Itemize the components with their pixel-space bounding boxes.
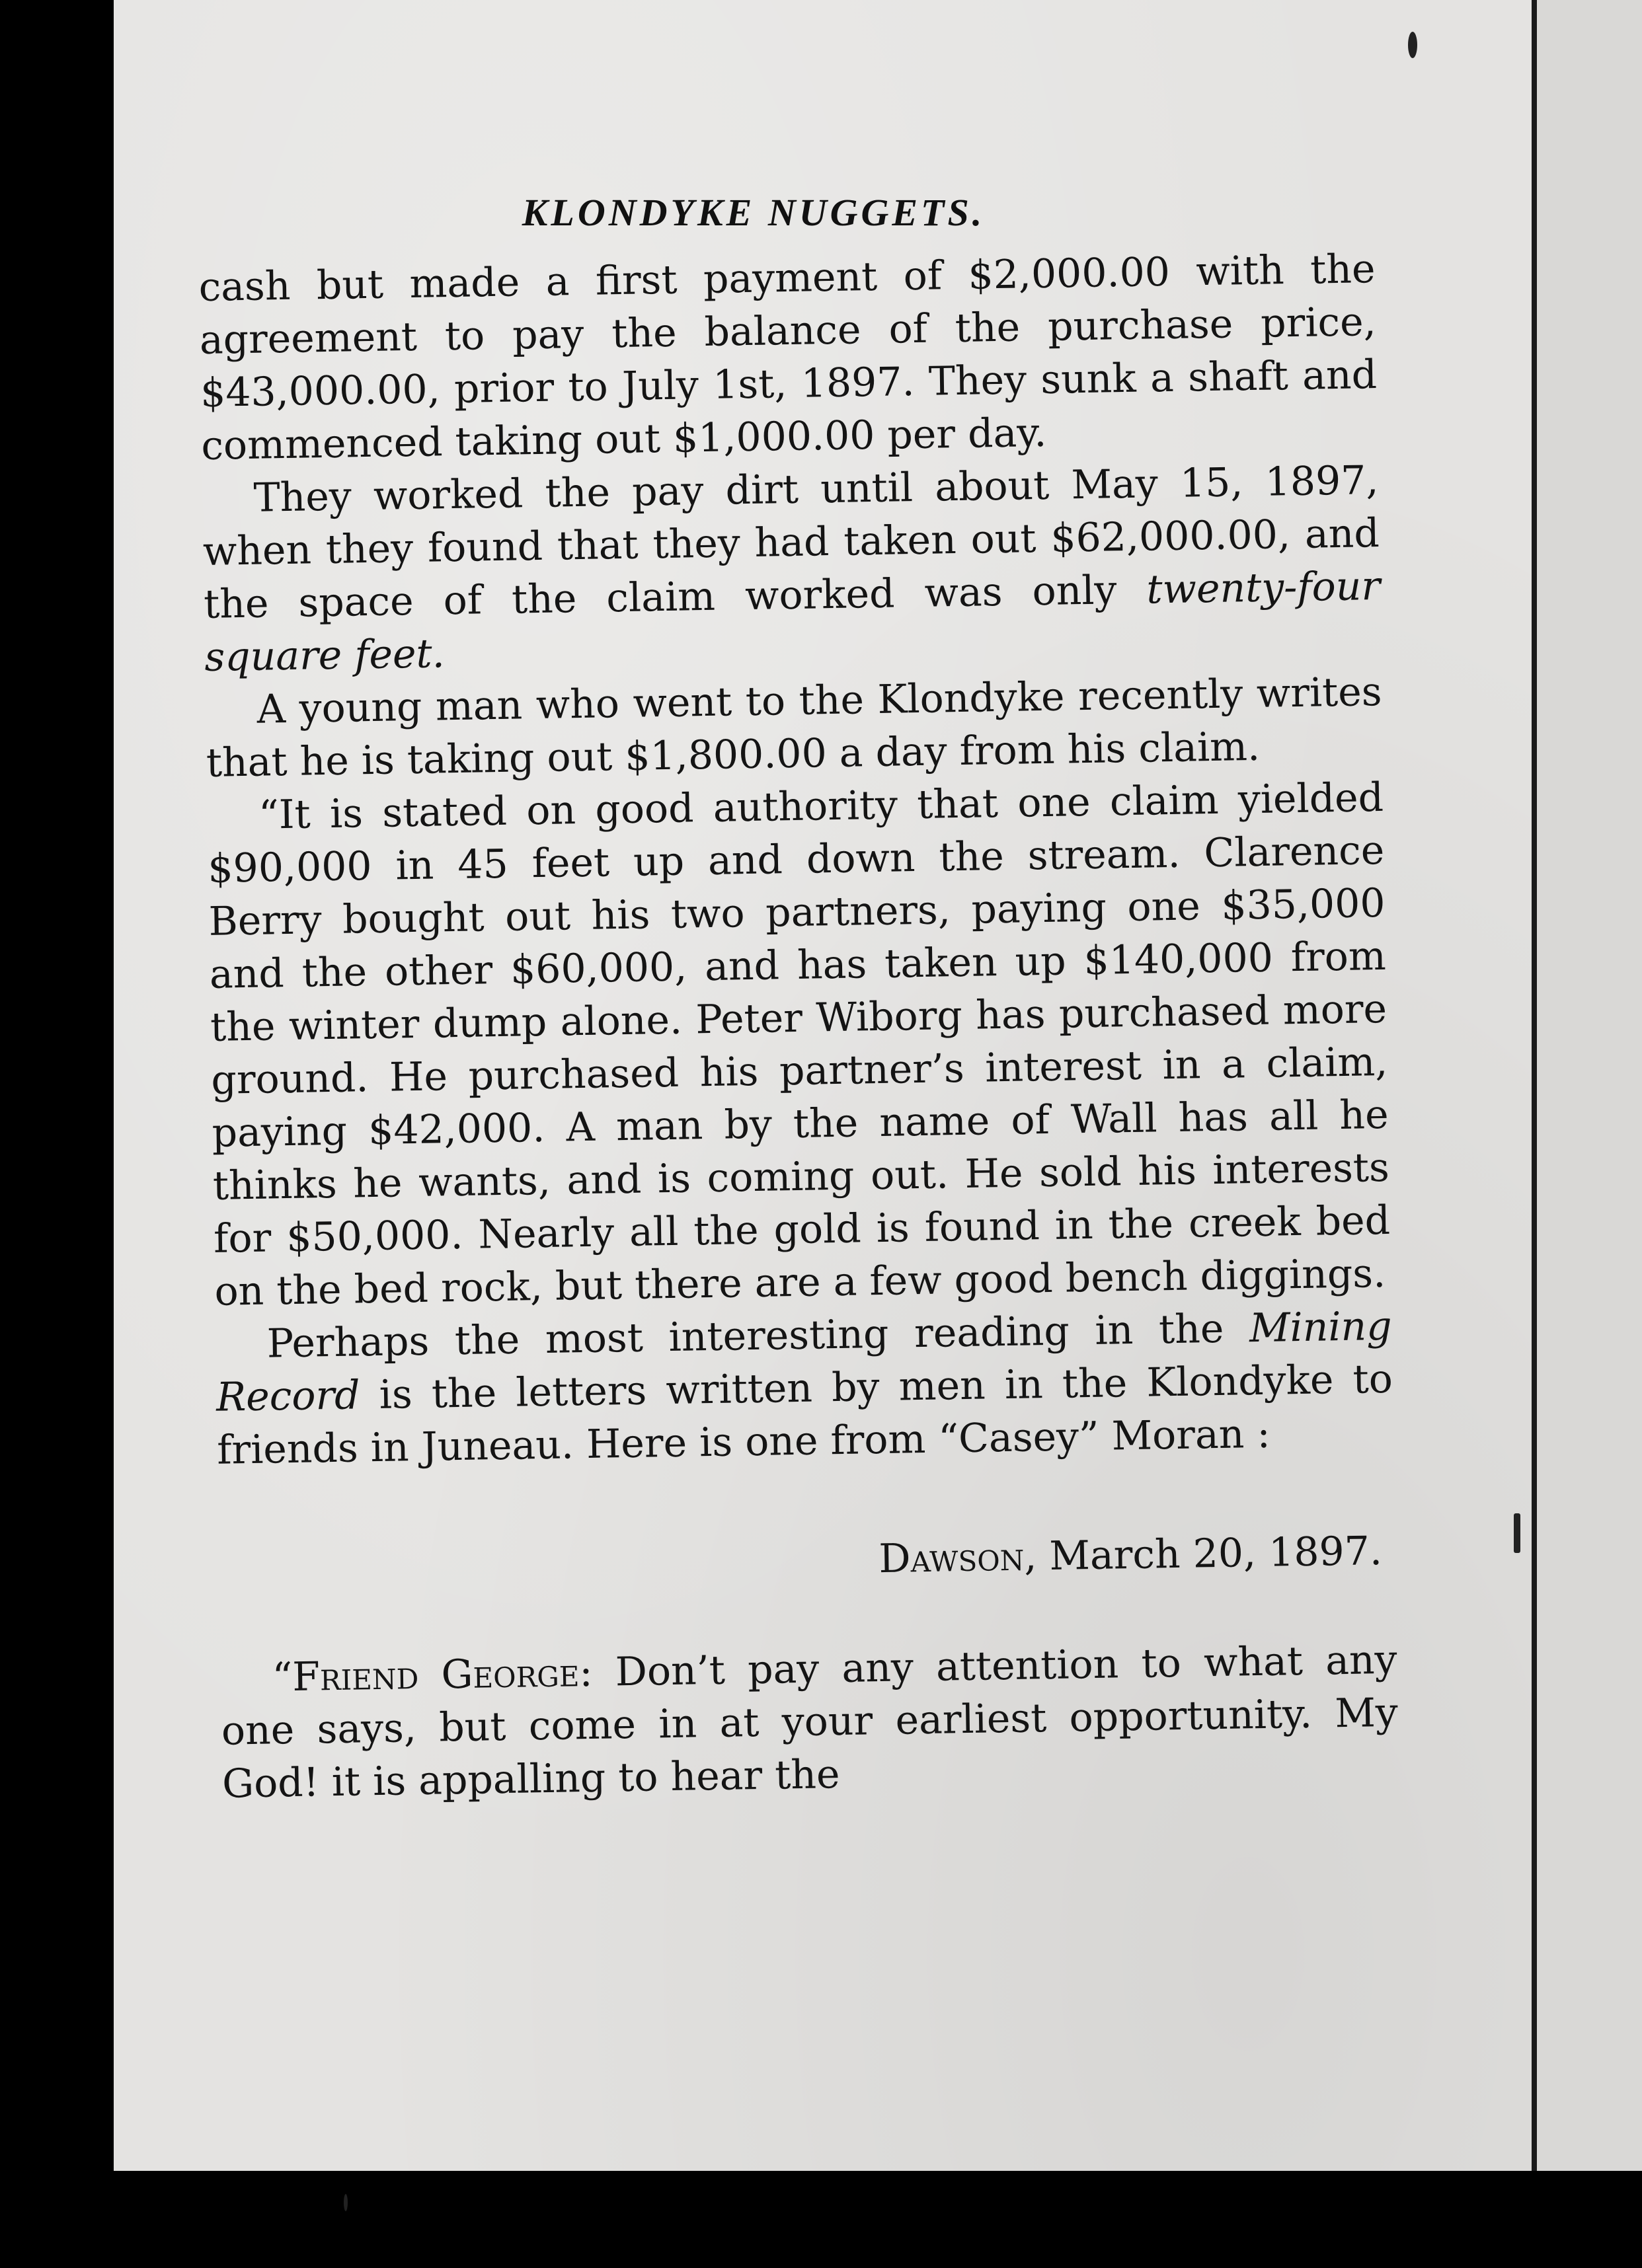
binding-gutter (1532, 0, 1537, 2171)
italic-phrase: twenty-four square feet. (204, 562, 1381, 681)
ink-speck (344, 2194, 348, 2211)
paragraph (215, 1300, 1394, 1477)
paragraph-text: is the letters written by men in the Klondyke to friends in Juneau. Here is one from “Casey” Moran : (216, 1355, 1393, 1474)
paragraph-text: They worked the pay dirt until about May 15, 1897, when they found that they had taken out $62,000.00, and the space of the claim worked was only (202, 457, 1380, 628)
paragraph: A young man who went to the Klondyke recently writes that he is taking out $1,800.00 a day from his claim. (206, 668, 1383, 786)
letter-dateline (218, 1525, 1395, 1596)
paragraph (202, 454, 1382, 684)
publication-title: Mining Record (215, 1303, 1393, 1421)
letter-salutation: “Friend George: (272, 1649, 594, 1701)
running-head: KLONDYKE NUGGETS. (522, 191, 986, 234)
paragraph-text: Perhaps the most interesting reading in the (266, 1305, 1250, 1367)
adjacent-page-edge (1537, 0, 1642, 2171)
ink-speck (1408, 32, 1417, 58)
body-text (198, 243, 1399, 1811)
paragraph: cash but made a first payment of $2,000.00 with the agreement to pay the balance of the purchase price, $43,000.00, prior to July 1st, 1897. They sunk a shaft and commenced taking out $1,000.00 per day. (198, 246, 1378, 469)
dateline-place: Dawson, (878, 1533, 1037, 1583)
letter-text: Don’t pay any attention to what any one says, but come in at your earliest opportunity. My God! it is appalling to hear the (221, 1636, 1399, 1807)
dateline-date: March 20, 1897. (1036, 1528, 1383, 1580)
ink-speck (1514, 1513, 1520, 1553)
quoted-paragraph: “It is stated on good authority that one claim yielded $90,000 in 45 feet up and down the stream. Clarence Berry bought out his two partners, paying one $35,000 and the other $60,000, and has taken up $140,000 from the winter dump alone. Peter Wiborg has purchased more ground. He purchased his partner’s interest in a claim, paying $42,000. A man by the name of Wall has all he thinks he wants, and is coming out. He sold his interests for $50,000. Nearly all the gold is found in the creek bed on the bed rock, but there are a few good bench diggings. (207, 774, 1391, 1315)
letter-body (220, 1634, 1399, 1811)
